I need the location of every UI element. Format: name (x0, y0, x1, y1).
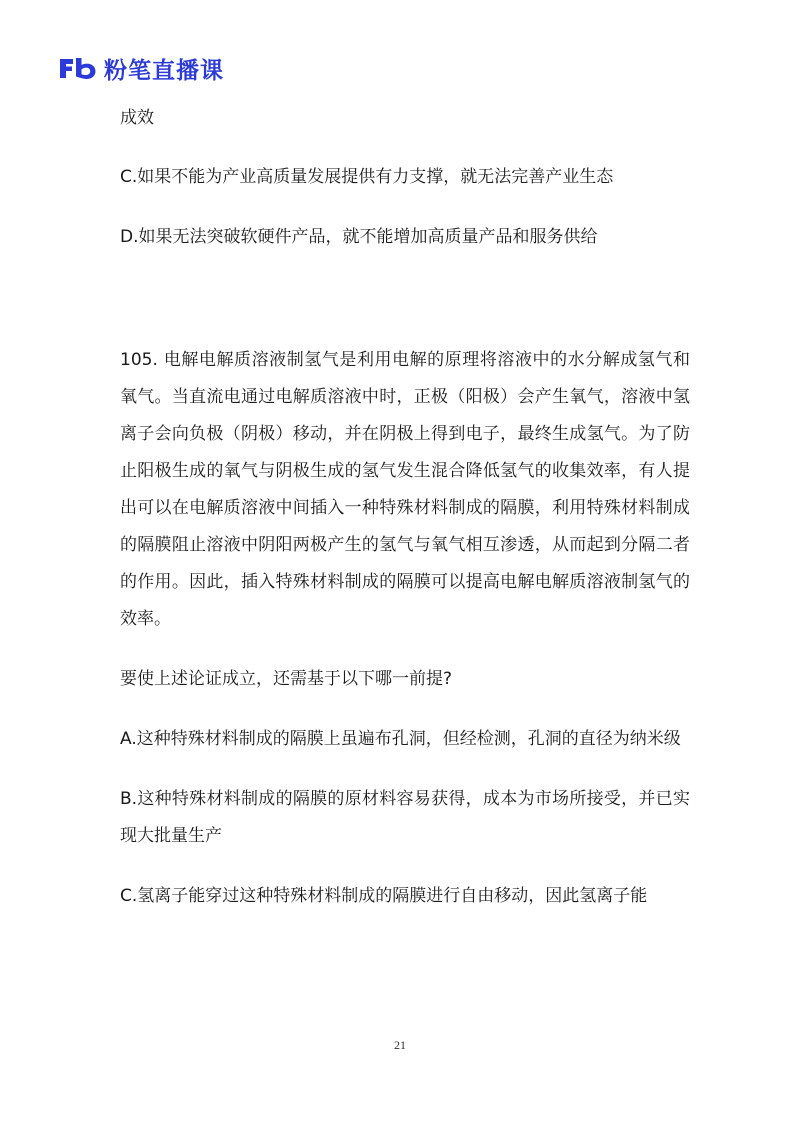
continued-line: 成效 (120, 108, 154, 128)
section-gap (120, 279, 690, 342)
page-number: 21 (394, 1038, 406, 1052)
question-prompt: 要使上述论证成立，还需基于以下哪一前提? (120, 669, 453, 689)
fb-logo-icon (58, 56, 98, 80)
previous-option-d: D.如果无法突破软硬件产品，就不能增加高质量产品和服务供给 (120, 227, 598, 247)
brand-title: 粉笔直播课 (104, 57, 224, 84)
option-c: C.氢离子能穿过这种特殊材料制成的隔膜进行自由移动，因此氢离子能 (120, 886, 648, 906)
question-105: 105. 电解电解质溶液制氢气是利用电解的原理将溶液中的水分解成氢气和氧气。当直流电通过电解质溶液中时，正极（阳极）会产生氧气，溶液中氢离子会向负极（阴极）移动，并在阴极上得到电子，最终生成氢气。为了防止阳极生成的氧气与阴极生成的氢气发生混合降低氢气的收集效率，有人提出可以在电解质溶液中间插入一种特殊材料制成的隔膜，利用特殊材料制成的隔膜阻止溶液中阴阳两极产生的氢气与氧气相互渗透，从而起到分隔二者的作用。因此，插入特殊材料制成的隔膜可以提高电解电解质溶液制氢气的效率。 (120, 350, 690, 629)
previous-option-c: C.如果不能为产业高质量发展提供有力支撑，就无法完善产业生态 (120, 167, 614, 187)
option-a: A.这种特殊材料制成的隔膜上虽遍布孔洞，但经检测，孔洞的直径为纳米级 (120, 729, 681, 749)
option-b: B.这种特殊材料制成的隔膜的原材料容易获得，成本为市场所接受，并已实现大批量生产 (120, 789, 690, 846)
document-body (120, 100, 690, 938)
page-header (58, 52, 224, 84)
